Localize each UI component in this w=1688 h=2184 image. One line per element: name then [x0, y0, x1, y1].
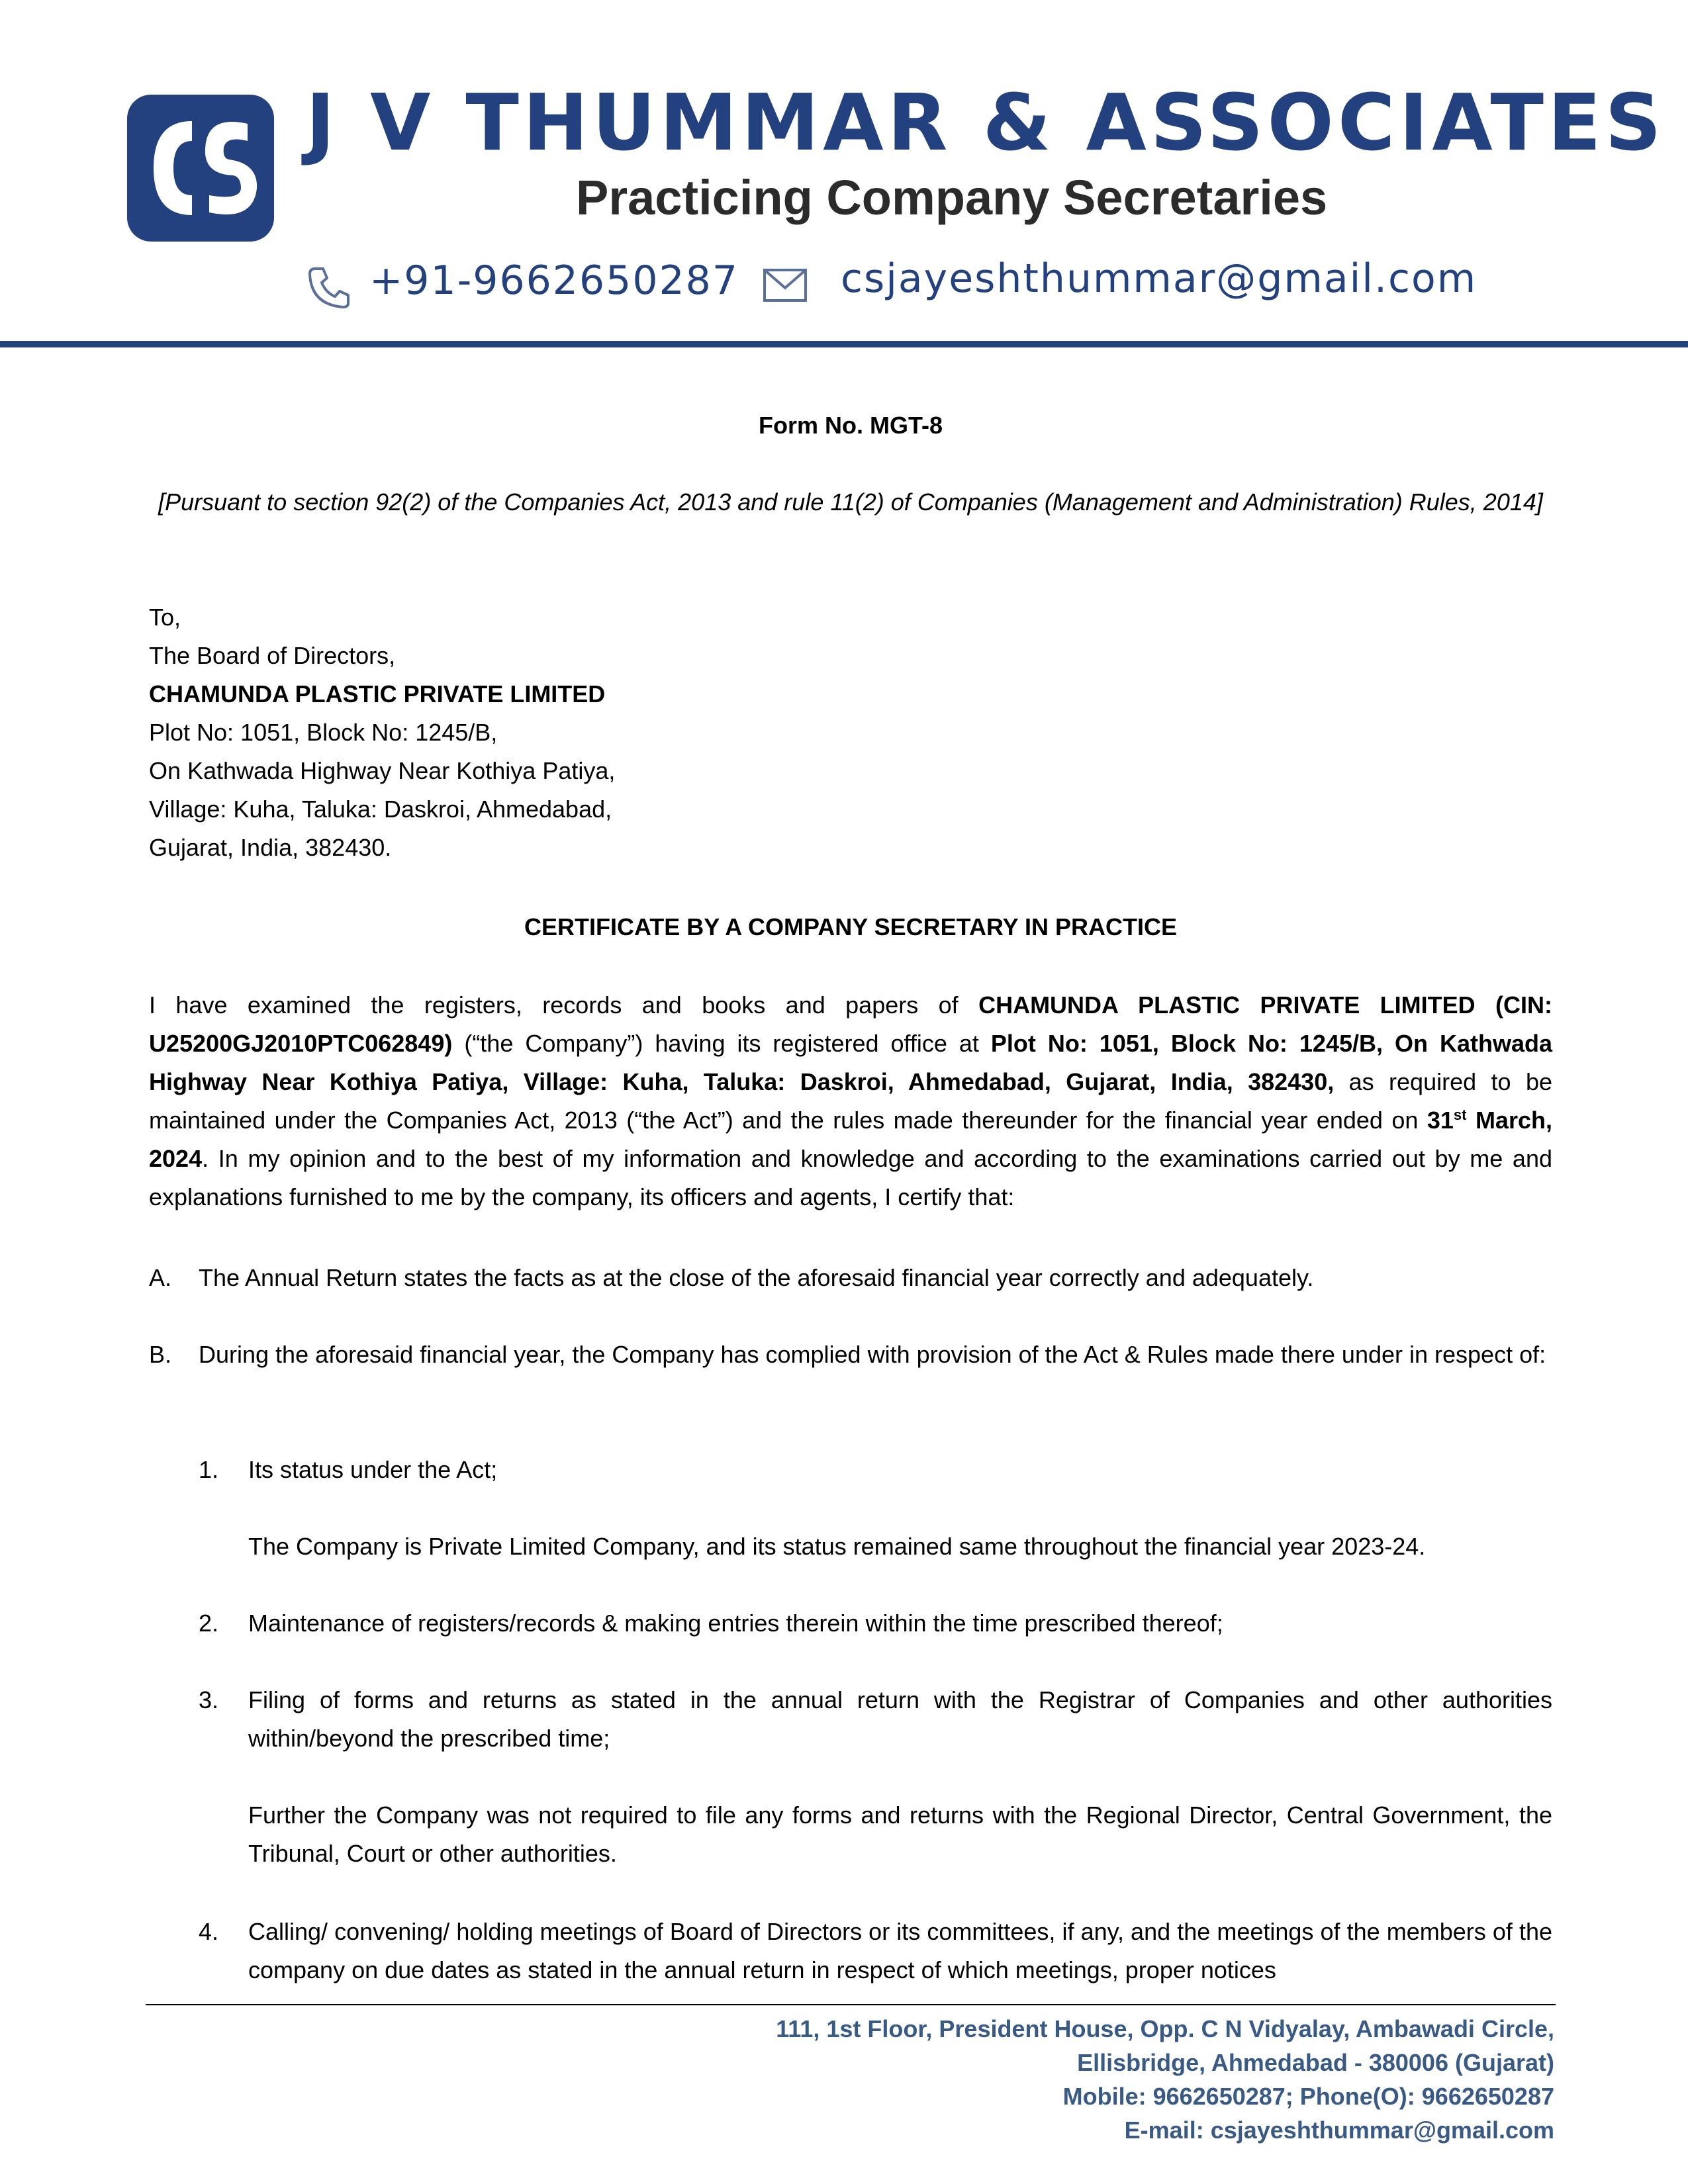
subitem-3-text: Filing of forms and returns as stated in the annual return with the Registrar of Companies and other authorities within/beyond the prescribed time;	[248, 1686, 1552, 1752]
intro-date-day: 31	[1427, 1107, 1454, 1134]
item-a-text: The Annual Return states the facts as at the close of the aforesaid financial year correctly and adequately.	[199, 1264, 1314, 1291]
item-b-label: B.	[149, 1341, 172, 1368]
certificate-title: CERTIFICATE BY A COMPANY SECRETARY IN PRACTICE	[524, 913, 1178, 940]
cs-logo	[127, 95, 274, 242]
address-line-3: Village: Kuha, Taluka: Daskroi, Ahmedabad,	[149, 796, 612, 823]
intro-text-1: I have examined the registers, records and books and papers of	[149, 991, 979, 1019]
footer-line-3: Mobile: 9662650287; Phone(O): 9662650287	[1062, 2083, 1554, 2110]
subitem-4-number: 4.	[199, 1918, 219, 1945]
subitem-1-text: Its status under the Act;	[248, 1456, 498, 1483]
footer-line-4[interactable]: E-mail: csjayeshthummar@gmail.com	[1124, 2116, 1554, 2144]
recipient-company: CHAMUNDA PLASTIC PRIVATE LIMITED	[149, 680, 606, 707]
address-line-2: On Kathwada Highway Near Kothiya Patiya,	[149, 757, 616, 784]
item-b-text: During the aforesaid financial year, the Company has complied with provision of the Act & Rules made there under in respect of:	[199, 1341, 1546, 1368]
footer-divider	[146, 2004, 1556, 2005]
recipient-board: The Board of Directors,	[149, 642, 396, 669]
subitem-1-number: 1.	[199, 1456, 219, 1483]
subitem-1-note: The Company is Private Limited Company, and its status remained same throughout the financial year 2023-24.	[248, 1533, 1426, 1560]
intro-registered-office: Plot No: 1051, Block No: 1245/B, On Kathwada Highway Near Kothiya Patiya, Village: Kuha, Taluka: Daskroi, Ahmedabad, Gujarat, India, 382430,	[149, 1030, 1552, 1095]
recipient-address	[149, 598, 1076, 867]
address-line-1: Plot No: 1051, Block No: 1245/B,	[149, 719, 498, 746]
email-address[interactable]: csjayeshthummar@gmail.com	[841, 255, 1477, 302]
item-a-label: A.	[149, 1264, 172, 1291]
footer-line-1: 111, 1st Floor, President House, Opp. C N Vidyalay, Ambawadi Circle,	[776, 2015, 1554, 2042]
subitem-3-note: Further the Company was not required to file any forms and returns with the Regional Director, Central Government, the Tribunal, Court or other authorities.	[248, 1801, 1552, 1867]
phone-icon	[306, 265, 352, 311]
firm-name: J V THUMMAR & ASSOCIATES	[306, 77, 1665, 168]
phone-number[interactable]: +91-9662650287	[369, 257, 739, 304]
salutation: To,	[149, 604, 181, 631]
address-line-4: Gujarat, India, 382430.	[149, 834, 392, 861]
subitem-4-text: Calling/ convening/ holding meetings of Board of Directors or its committees, if any, and the meetings of the members of the company on due dates as stated in the annual return in respect of which meetings, proper notices	[248, 1918, 1552, 1983]
intro-text-3: as required to be maintained under the Companies Act, 2013 (“the Act”) and the rules made thereunder for the financial year ended on	[149, 1068, 1552, 1134]
pursuant-clause: [Pursuant to section 92(2) of the Companies Act, 2013 and rule 11(2) of Companies (Management and Administration) Rules, 2014]	[158, 488, 1543, 516]
subitem-2-number: 2.	[199, 1610, 219, 1637]
footer-address	[728, 2012, 1554, 2147]
subitem-2-text: Maintenance of registers/records & making entries therein within the time prescribed thereof;	[248, 1610, 1223, 1637]
firm-subtitle: Practicing Company Secretaries	[576, 170, 1328, 225]
mail-icon	[763, 268, 808, 302]
footer-line-2: Ellisbridge, Ahmedabad - 380006 (Gujarat)	[1077, 2049, 1554, 2076]
subitem-3-number: 3.	[199, 1686, 219, 1713]
header-divider	[0, 341, 1688, 347]
intro-text-4: . In my opinion and to the best of my information and knowledge and according to the examinations carried out by me and explanations furnished to me by the company, its officers and agents, I certify that:	[149, 1145, 1552, 1210]
intro-text-2: (“the Company”) having its registered office at	[452, 1030, 991, 1057]
intro-date-month-year: March, 2024	[149, 1107, 1552, 1172]
intro-company-cin: CHAMUNDA PLASTIC PRIVATE LIMITED (CIN: U25200GJ2010PTC062849)	[149, 991, 1552, 1057]
intro-date-suffix: st	[1453, 1107, 1467, 1123]
form-number: Form No. MGT-8	[759, 412, 943, 439]
intro-paragraph	[149, 986, 1552, 1216]
cs-logo-graphic	[127, 95, 274, 242]
